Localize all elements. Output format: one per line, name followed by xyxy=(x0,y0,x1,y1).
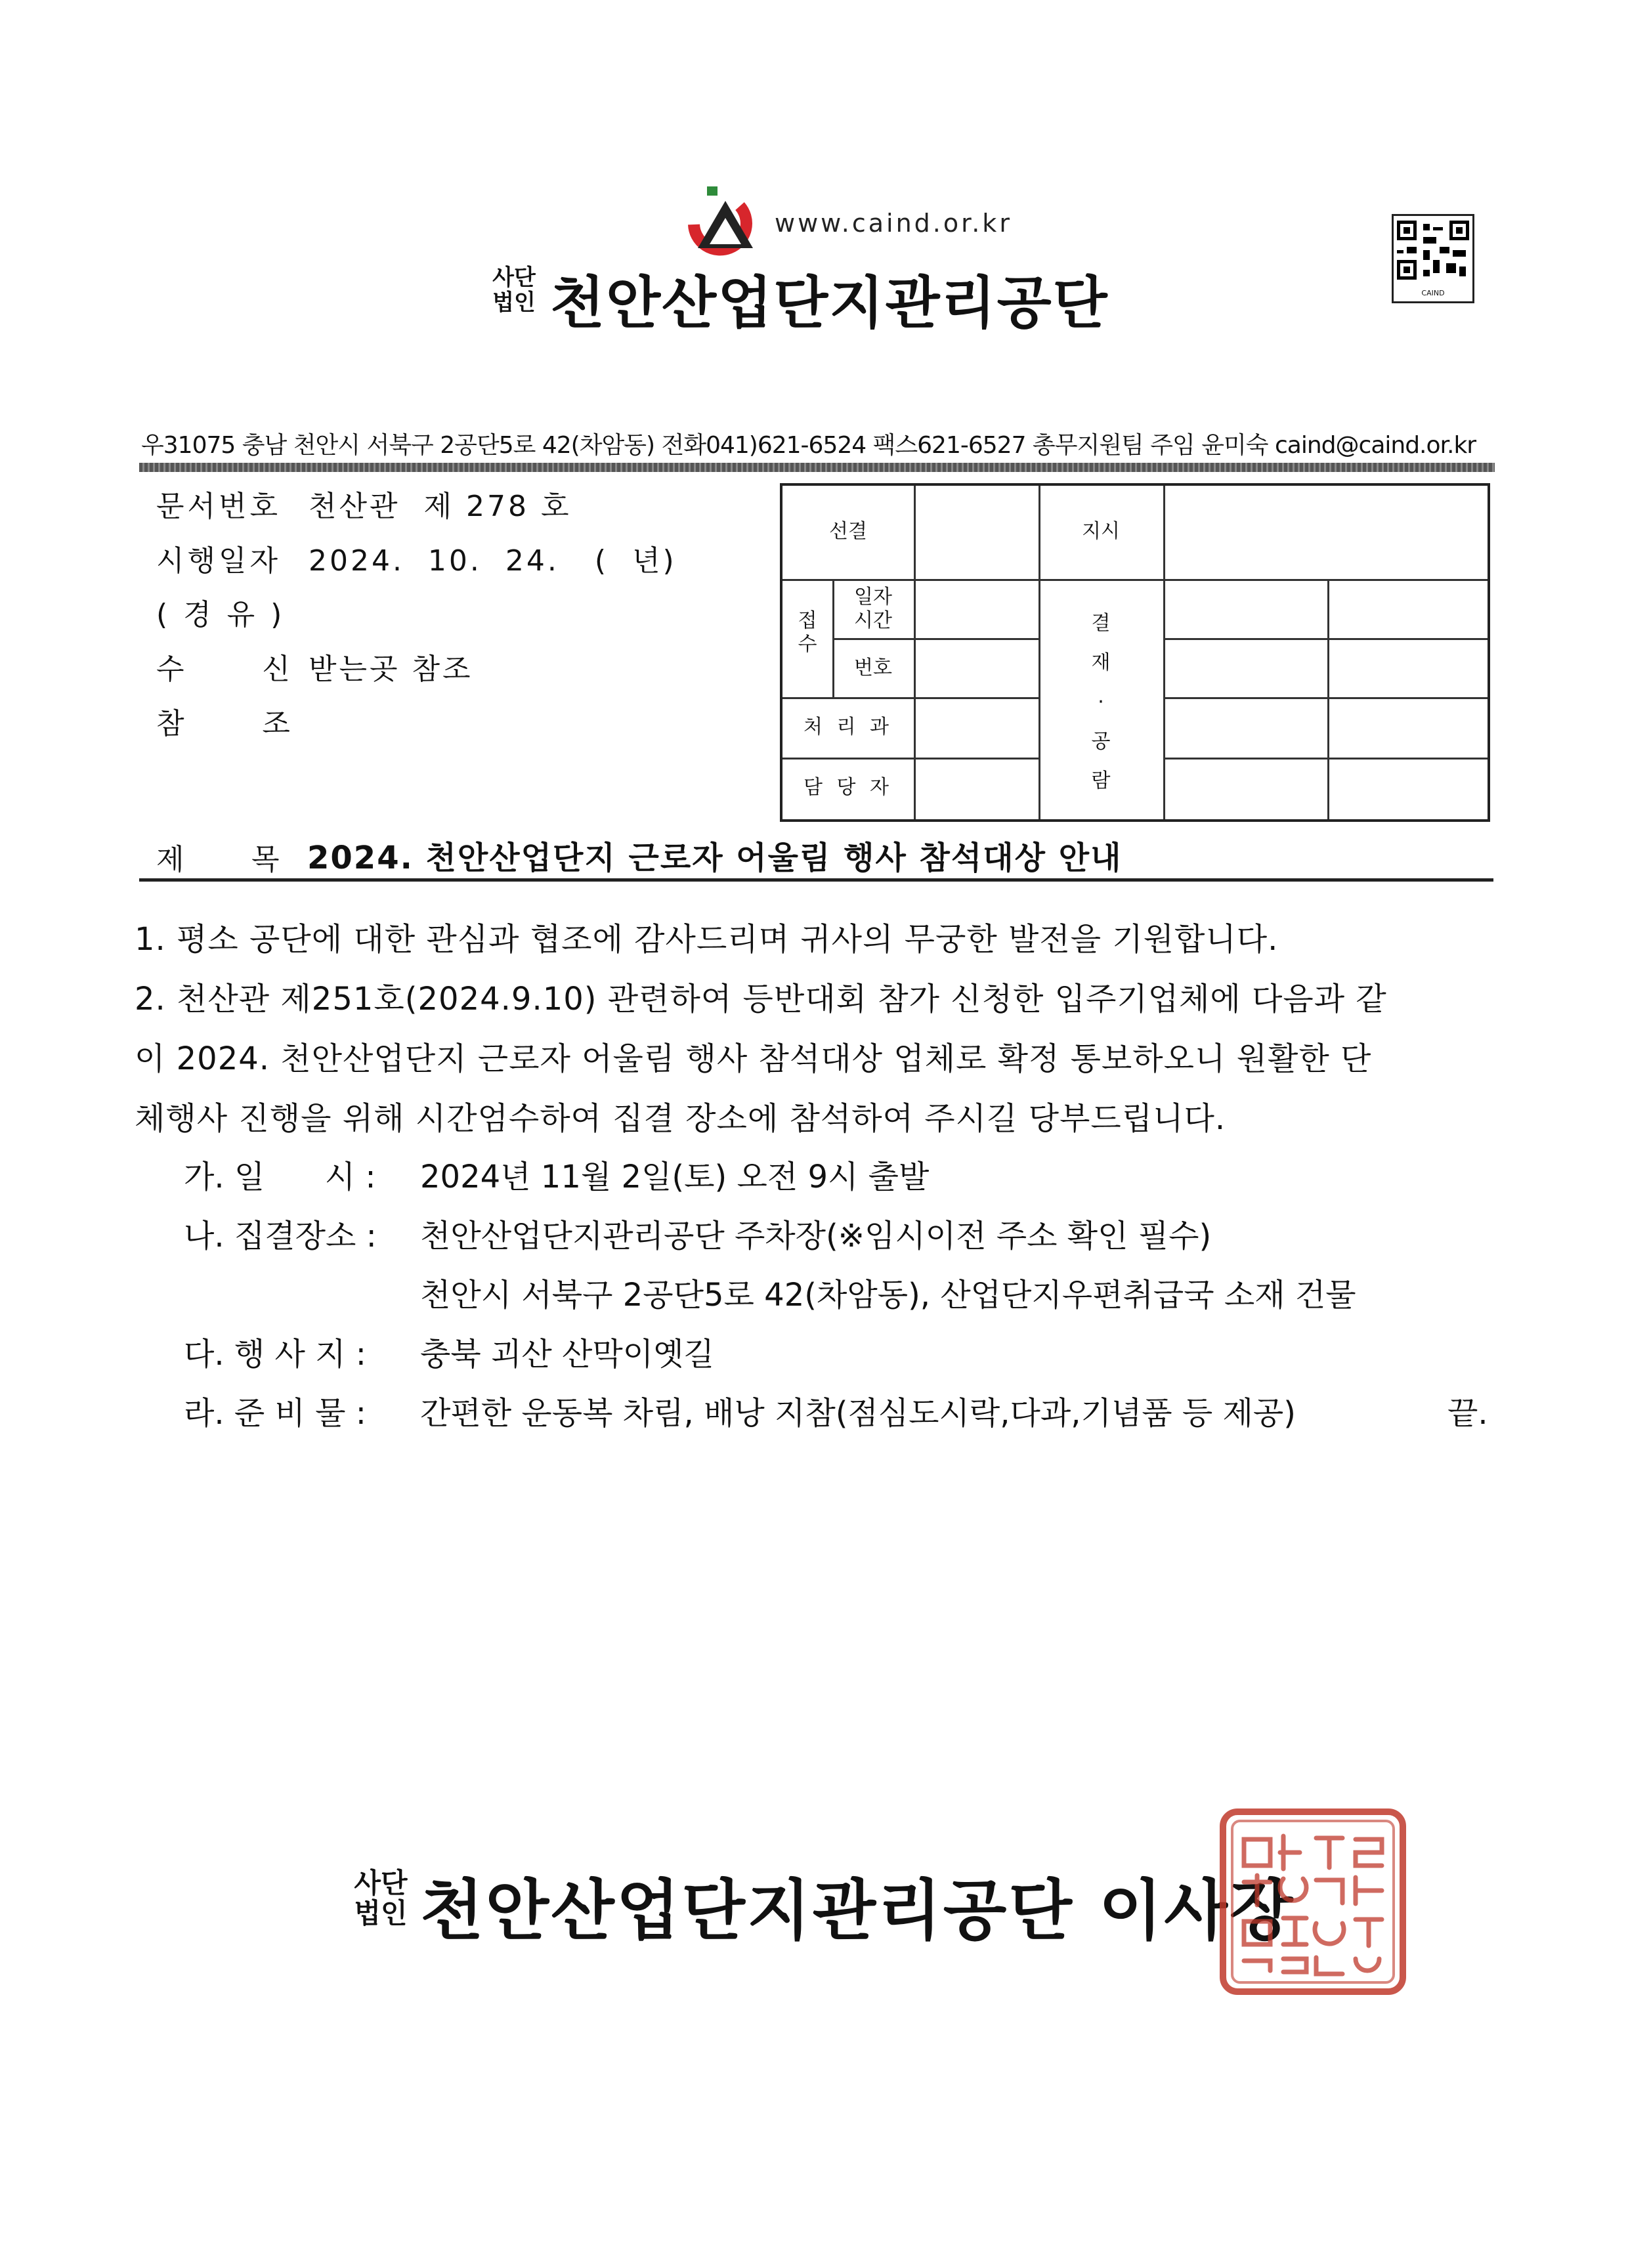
recipient-value: 받는곳 참조 xyxy=(309,653,473,686)
paragraph-2-line-2: 이 2024. 천안산업단지 근로자 어울림 행사 참석대상 업체로 확정 통보하오니 원활한 단 xyxy=(135,1040,1372,1077)
seongyeol-label: 선결 xyxy=(829,520,867,543)
number-label: 번호 xyxy=(854,656,892,679)
signature-prefix xyxy=(351,1868,410,1929)
gyeoljae-char-4: 람 xyxy=(1091,769,1111,792)
item-b-value: 천안산업단지관리공단 주차장(※임시이전 주소 확인 필수) xyxy=(420,1218,1212,1254)
item-c-value: 충북 괴산 산막이옛길 xyxy=(420,1336,714,1373)
gyeoljae-dot: · xyxy=(1098,691,1104,714)
gyeoljae-char-1: 결 xyxy=(1091,612,1111,635)
date-label: 시행일자 xyxy=(156,544,282,578)
org-prefix-bottom: 법인 xyxy=(492,289,536,316)
date-time-char-1: 일자 xyxy=(854,586,892,609)
qr-label: CAIND xyxy=(1421,289,1445,297)
address-line: 우31075 충남 천안시 서북구 2공단5로 42(차암동) 전화041)621-6524 팩스621-6527 총무지원팀 주임 윤미숙 caind@caind.or.kr xyxy=(141,432,1476,459)
item-a-label: 가. 일 시 : xyxy=(184,1159,376,1195)
paragraph-2-line-3: 체행사 진행을 위해 시간엄수하여 집결 장소에 참석하여 주시길 당부드립니다. xyxy=(135,1100,1226,1137)
caind-logo-icon xyxy=(679,185,765,257)
signature-prefix-top: 사단 xyxy=(354,1867,408,1899)
org-prefix-top: 사단 xyxy=(492,265,536,291)
item-d-value: 간편한 운동복 차림, 배낭 지참(점심도시락,다과,기념품 등 제공) xyxy=(420,1395,1296,1432)
date-time-label xyxy=(832,586,914,633)
doc-number-value: 천산관 제 278 호 xyxy=(309,490,572,523)
site-url: www.caind.or.kr xyxy=(775,209,1012,238)
doc-number-label: 문서번호 xyxy=(156,490,282,523)
via-label: ( 경 유 ) xyxy=(156,598,286,631)
subject-label-2: 목 xyxy=(251,843,280,876)
org-name: 천안산업단지관리공단 xyxy=(550,270,1109,336)
jeopsu-char-2: 수 xyxy=(798,633,817,656)
item-a-value: 2024년 11월 2일(토) 오전 9시 출발 xyxy=(420,1159,930,1195)
signatory-name: 천안산업단지관리공단 이사장 xyxy=(420,1872,1295,1949)
subject-divider xyxy=(139,878,1493,882)
official-seal-icon xyxy=(1218,1807,1408,1997)
item-d-label: 라. 준 비 물 : xyxy=(184,1395,366,1432)
signature-prefix-bottom: 법인 xyxy=(354,1897,408,1929)
gyeoljae-char-3: 공 xyxy=(1091,730,1111,753)
item-b-label: 나. 집결장소 : xyxy=(184,1218,377,1254)
subject-label-1: 제 xyxy=(156,843,184,876)
manager-label: 담 당 자 xyxy=(803,776,893,799)
jisi-label: 지시 xyxy=(1082,520,1120,543)
subject-title: 2024. 천안산업단지 근로자 어울림 행사 참석대상 안내 xyxy=(307,840,1123,876)
paragraph-1: 1. 평소 공단에 대한 관심과 협조에 감사드리며 귀사의 무궁한 발전을 기원합니다. xyxy=(135,921,1279,958)
item-b-value-2: 천안시 서북구 2공단5로 42(차암동), 산업단지우편취급국 소재 건물 xyxy=(420,1277,1356,1314)
paragraph-2-line-1: 2. 천산관 제251호(2024.9.10) 관련하여 등반대회 참가 신청한 입주기업체에 다음과 같 xyxy=(135,981,1387,1017)
dept-label: 처 리 과 xyxy=(803,716,893,738)
date-value: 2024. 10. 24. ( 년) xyxy=(309,544,677,578)
org-prefix xyxy=(486,265,542,315)
item-c-label: 다. 행 사 지 : xyxy=(184,1336,366,1373)
approval-table xyxy=(780,483,1490,822)
jeopsu-char-1: 접 xyxy=(798,609,817,632)
gyeoljae-char-2: 재 xyxy=(1091,651,1111,674)
date-time-char-2: 시간 xyxy=(854,609,892,632)
reference-label: 참 조 xyxy=(156,707,293,740)
address-divider xyxy=(139,463,1495,472)
recipient-label: 수 신 xyxy=(156,653,293,686)
jeopsu-label xyxy=(782,609,832,656)
gyeoljae-label xyxy=(1039,604,1163,801)
end-mark: 끝. xyxy=(1447,1395,1488,1432)
